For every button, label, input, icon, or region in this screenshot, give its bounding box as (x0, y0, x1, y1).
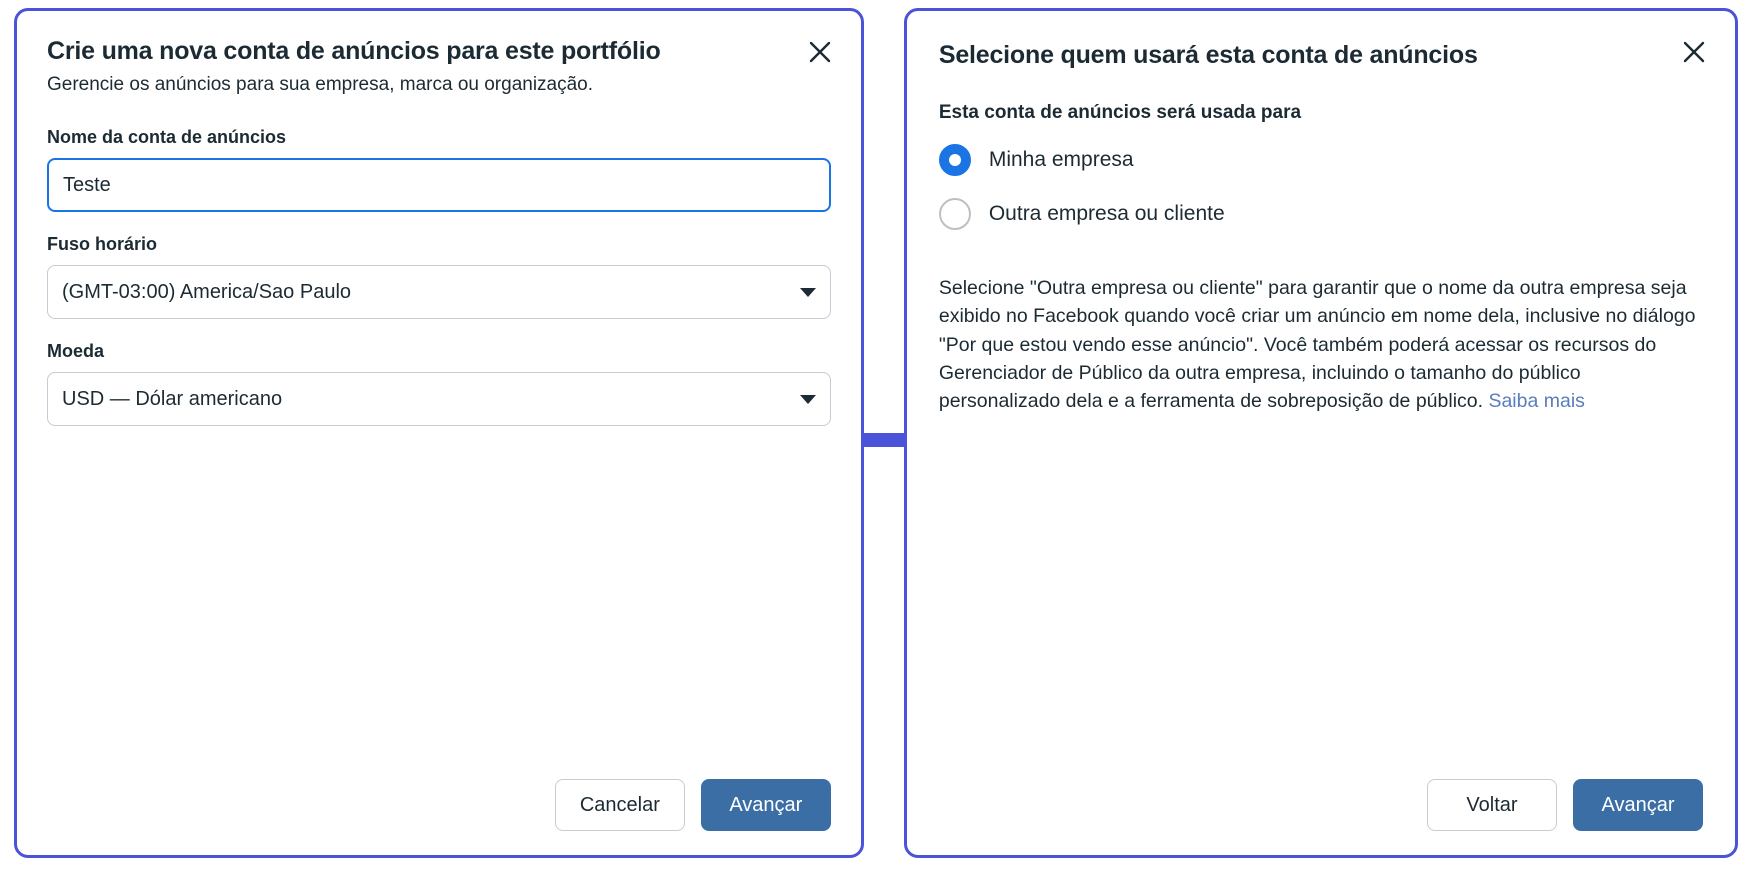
close-icon[interactable] (1679, 37, 1709, 67)
radio-label-my-business: Minha empresa (988, 148, 1134, 171)
dialog-subtitle: Gerencie os anúncios para sua empresa, marca ou organização. (47, 73, 594, 95)
learn-more-link[interactable]: Saiba mais (1488, 390, 1585, 413)
left-dialog-footer (47, 769, 831, 831)
timezone-select[interactable] (47, 265, 831, 319)
usage-helper-body: Selecione "Outra empresa ou cliente" para garantir que o nome da outra empresa seja exibido no Facebook quando você criar um anúncio em nome dela, inclusive no diálogo "Por que estou vendo esse anúncio". Você também poderá acessar os recursos do Gerenciador de Público da outra empresa, incluindo o tamanho do público personalizado dela e a ferramenta de sobreposição de público. (938, 277, 1696, 413)
account-name-field-block (47, 127, 831, 212)
usage-section-heading: Esta conta de anúncios será usada para (938, 102, 1302, 123)
timezone-selected-value: (GMT-03:00) America/Sao Paulo (62, 280, 352, 303)
chevron-down-icon (800, 395, 816, 404)
currency-selected-value: USD — Dólar americano (62, 387, 283, 410)
currency-label: Moeda (47, 341, 105, 362)
dialog-connector (864, 433, 904, 447)
currency-field-block (47, 341, 831, 426)
close-icon-glyph (807, 39, 833, 65)
next-button[interactable]: Avançar (701, 779, 831, 831)
radio-icon-unselected[interactable] (939, 198, 971, 230)
cancel-button[interactable]: Cancelar (555, 779, 685, 831)
timezone-field-block (47, 234, 831, 319)
next-button[interactable]: Avançar (1573, 779, 1703, 831)
currency-select[interactable] (47, 372, 831, 426)
account-name-input[interactable] (47, 158, 831, 212)
close-icon[interactable] (805, 37, 835, 67)
page-title: Selecione quem usará esta conta de anúncios (938, 41, 1478, 69)
chevron-down-icon (800, 288, 816, 297)
account-name-label: Nome da conta de anúncios (47, 127, 287, 148)
timezone-label: Fuso horário (47, 234, 158, 255)
close-icon-glyph (1681, 39, 1707, 65)
radio-icon-selected[interactable] (939, 144, 971, 176)
right-dialog-spacer (939, 415, 1703, 769)
radio-option-other-business[interactable] (939, 198, 1703, 230)
right-dialog-footer (939, 769, 1703, 831)
back-button[interactable]: Voltar (1427, 779, 1557, 831)
create-ad-account-dialog (14, 8, 864, 858)
radio-option-my-business[interactable] (939, 144, 1703, 176)
page-title: Crie uma nova conta de anúncios para este portfólio (47, 37, 661, 65)
radio-label-other-business: Outra empresa ou cliente (988, 202, 1225, 225)
left-dialog-spacer (47, 448, 831, 769)
select-account-usage-dialog (904, 8, 1738, 858)
usage-helper-text (939, 274, 1703, 415)
